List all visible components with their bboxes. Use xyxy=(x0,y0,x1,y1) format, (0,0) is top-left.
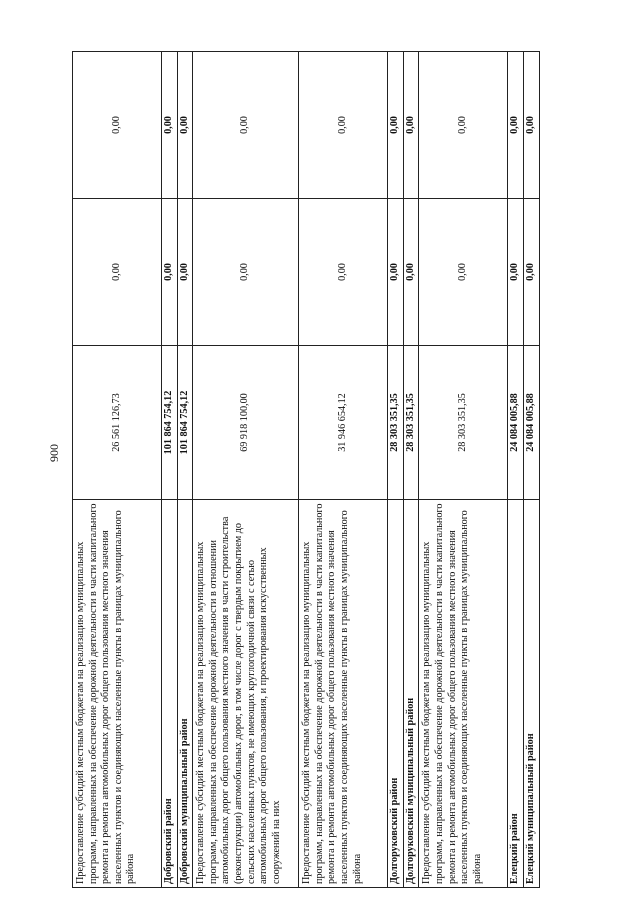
row-value-1: 26 561 126,73 xyxy=(73,346,162,500)
row-value-3: 0,00 xyxy=(403,52,419,199)
row-value-1: 69 918 100,00 xyxy=(193,346,299,500)
row-name: Добровский муниципальный район xyxy=(177,500,193,888)
row-name: Долгоруковский муниципальный район xyxy=(403,500,419,888)
row-value-3: 0,00 xyxy=(162,52,178,199)
row-value-1: 101 864 754,12 xyxy=(162,346,178,500)
table-row xyxy=(388,52,404,888)
row-value-1: 28 303 351,35 xyxy=(419,346,508,500)
page-number: 900 xyxy=(47,444,61,462)
budget-table xyxy=(72,51,540,888)
budget-table-container xyxy=(72,52,586,888)
row-value-2: 0,00 xyxy=(299,199,388,346)
row-value-1: 31 946 654,12 xyxy=(299,346,388,500)
row-value-2: 0,00 xyxy=(193,199,299,346)
table-row xyxy=(523,52,539,888)
table-row xyxy=(508,52,524,888)
row-value-3: 0,00 xyxy=(193,52,299,199)
row-value-1: 28 303 351,35 xyxy=(403,346,419,500)
row-name: Елецкий район xyxy=(508,500,524,888)
row-value-3: 0,00 xyxy=(419,52,508,199)
table-row xyxy=(177,52,193,888)
table-row xyxy=(403,52,419,888)
table-row xyxy=(162,52,178,888)
row-value-2: 0,00 xyxy=(73,199,162,346)
row-name: Предоставление субсидий местным бюджетам на реализацию муниципальных программ, направленных на обеспечение дорожной деятельности в части капитального ремонта и ремонта автомобильных дорог общего пользования местного значения населенных пунктов и соединяющих населенные пункты в границах муниципального района xyxy=(73,500,162,888)
table-row xyxy=(193,52,299,888)
row-name: Предоставление субсидий местным бюджетам на реализацию муниципальных программ, направленных на обеспечение дорожной деятельности в части капитального ремонта и ремонта автомобильных дорог общего пользования местного значения населенных пунктов и соединяющих населенные пункты в границах муниципального района xyxy=(419,500,508,888)
row-name: Долгоруковский район xyxy=(388,500,404,888)
row-value-2: 0,00 xyxy=(508,199,524,346)
row-value-1: 24 084 005,88 xyxy=(508,346,524,500)
row-value-2: 0,00 xyxy=(177,199,193,346)
row-value-3: 0,00 xyxy=(508,52,524,199)
row-value-2: 0,00 xyxy=(388,199,404,346)
row-value-3: 0,00 xyxy=(388,52,404,199)
row-name: Добровский район xyxy=(162,500,178,888)
row-value-3: 0,00 xyxy=(177,52,193,199)
row-value-3: 0,00 xyxy=(299,52,388,199)
row-value-3: 0,00 xyxy=(523,52,539,199)
row-value-3: 0,00 xyxy=(73,52,162,199)
row-value-2: 0,00 xyxy=(419,199,508,346)
row-value-1: 28 303 351,35 xyxy=(388,346,404,500)
row-value-2: 0,00 xyxy=(523,199,539,346)
row-value-2: 0,00 xyxy=(162,199,178,346)
row-name: Елецкий муниципальный район xyxy=(523,500,539,888)
row-name: Предоставление субсидий местным бюджетам на реализацию муниципальных программ, направленных на обеспечение дорожной деятельности в части капитального ремонта и ремонта автомобильных дорог общего пользования местного значения населенных пунктов и соединяющих населенные пункты в границах муниципального района xyxy=(299,500,388,888)
row-name: Предоставление субсидий местным бюджетам на реализацию муниципальных программ, направленных на обеспечение дорожной деятельности в отношении автомобильных дорог общего пользования местного значения в части строительства (реконструкции) автомобильных дорог, в том числе дорог с твердым покрытием до сельских населенных пунктов, не имеющих круглогодичной связи с сетью автомобильных дорог общего пользования, и проектирования искусственных сооружений на них xyxy=(193,500,299,888)
row-value-1: 101 864 754,12 xyxy=(177,346,193,500)
table-row xyxy=(419,52,508,888)
table-row xyxy=(299,52,388,888)
table-row xyxy=(73,52,162,888)
row-value-2: 0,00 xyxy=(403,199,419,346)
row-value-1: 24 084 005,88 xyxy=(523,346,539,500)
